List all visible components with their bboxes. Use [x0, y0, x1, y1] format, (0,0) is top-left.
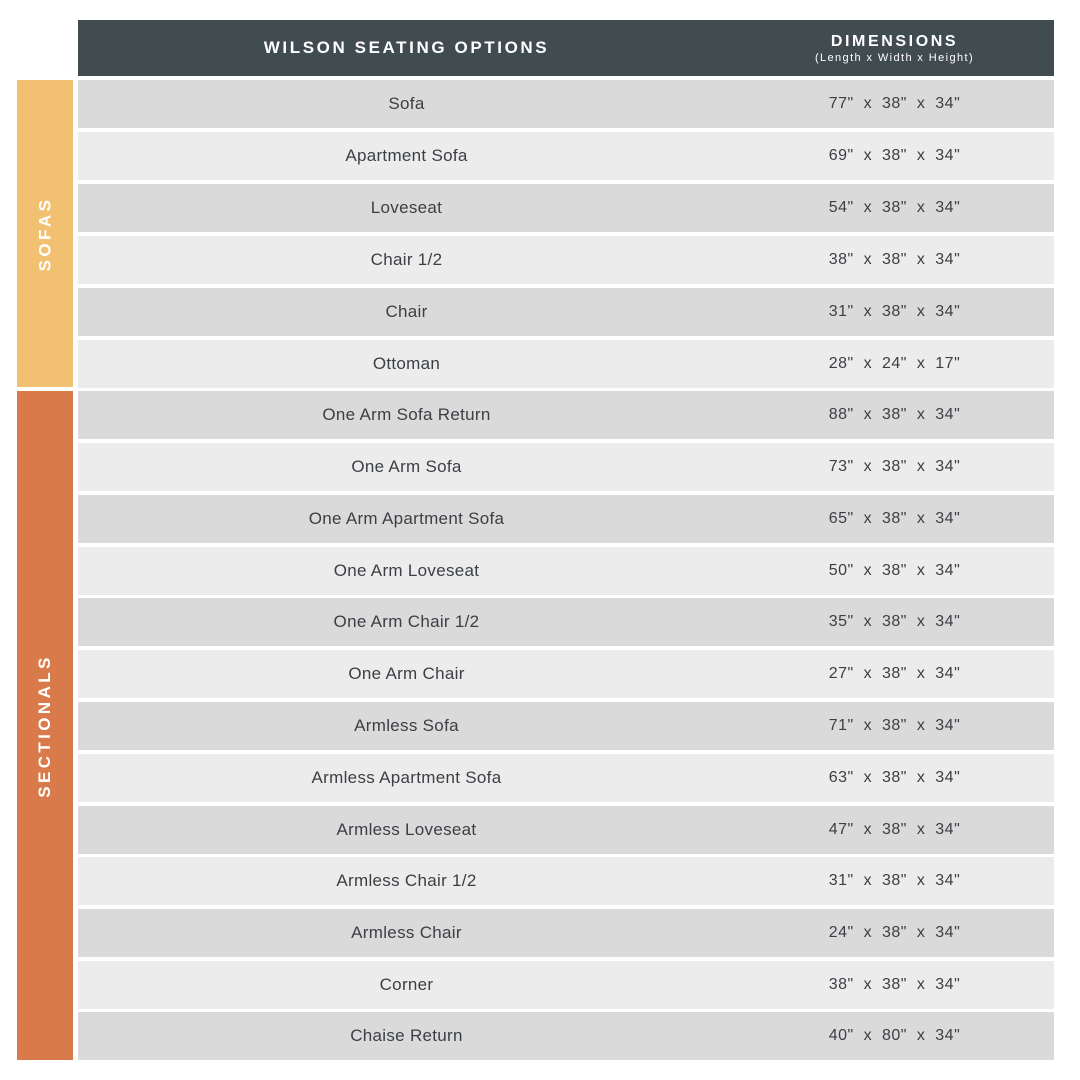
dimensions-title: DIMENSIONS [830, 32, 959, 50]
seating-dimensions: 63" x 38" x 34" [828, 769, 961, 786]
seating-name: Ottoman [372, 354, 441, 373]
seating-dimensions: 38" x 38" x 34" [828, 251, 961, 268]
seating-name: One Arm Chair [348, 664, 465, 683]
table-row [78, 443, 1054, 491]
seating-dimensions: 38" x 38" x 34" [828, 976, 961, 993]
table-row [78, 236, 1054, 284]
seating-name: Apartment Sofa [345, 146, 468, 165]
seating-name: Armless Apartment Sofa [311, 768, 502, 787]
table-row [78, 1012, 1054, 1060]
seating-name: One Arm Sofa Return [322, 405, 491, 424]
table-row [78, 184, 1054, 232]
seating-dimensions: 50" x 38" x 34" [828, 562, 961, 579]
seating-name: Chair 1/2 [370, 250, 443, 269]
seating-dimensions: 77" x 38" x 34" [828, 95, 961, 112]
seating-name: Chair [385, 302, 428, 321]
table-row [78, 650, 1054, 698]
table-row [78, 340, 1054, 388]
table-row [78, 598, 1054, 646]
group-label-sofas-text: SOFAS [35, 196, 54, 271]
seating-name: One Arm Apartment Sofa [308, 509, 505, 528]
seating-dimensions: 69" x 38" x 34" [828, 147, 961, 164]
table-row [78, 80, 1054, 128]
seating-name: Armless Sofa [354, 716, 459, 735]
seating-dimensions: 54" x 38" x 34" [828, 199, 961, 216]
table-row [78, 495, 1054, 543]
seating-dimensions: 31" x 38" x 34" [828, 303, 961, 320]
dimensions-subtitle: (Length x Width x Height) [814, 51, 975, 64]
table-row [78, 754, 1054, 802]
dimensions-heading [735, 20, 1054, 76]
seating-name: Corner [379, 975, 434, 994]
seating-dimensions: 35" x 38" x 34" [828, 613, 961, 630]
group-label-sectionals [17, 391, 73, 1060]
seating-name: One Arm Chair 1/2 [333, 612, 480, 631]
seating-dimensions: 24" x 38" x 34" [828, 924, 961, 941]
seating-name: One Arm Loveseat [333, 561, 480, 580]
seating-name: Armless Chair 1/2 [336, 871, 477, 890]
seating-dimensions: 73" x 38" x 34" [828, 458, 961, 475]
table-header [78, 20, 1054, 76]
table-row [78, 132, 1054, 180]
table-row [78, 857, 1054, 905]
seating-dimensions: 65" x 38" x 34" [828, 510, 961, 527]
table-row [78, 391, 1054, 439]
group-label-sofas [17, 80, 73, 387]
seating-name: Loveseat [370, 198, 443, 217]
seating-dimensions: 40" x 80" x 34" [828, 1027, 961, 1044]
table-row [78, 961, 1054, 1009]
seating-dimensions: 28" x 24" x 17" [828, 355, 961, 372]
seating-dimensions: 71" x 38" x 34" [828, 717, 961, 734]
table-row [78, 909, 1054, 957]
table-row [78, 288, 1054, 336]
seating-name: Sofa [388, 94, 425, 113]
group-label-sectionals-text: SECTIONALS [35, 653, 54, 798]
seating-name: Chaise Return [350, 1026, 463, 1045]
table-row [78, 547, 1054, 595]
table-row [78, 702, 1054, 750]
table-row [78, 806, 1054, 854]
seating-dimensions: 31" x 38" x 34" [828, 872, 961, 889]
seating-name: One Arm Sofa [351, 457, 462, 476]
seating-name: Armless Chair [351, 923, 462, 942]
seating-dimensions: 88" x 38" x 34" [828, 406, 961, 423]
seating-dimensions: 27" x 38" x 34" [828, 665, 961, 682]
seating-dimensions: 47" x 38" x 34" [828, 821, 961, 838]
seating-options-heading: WILSON SEATING OPTIONS [263, 38, 550, 57]
seating-name: Armless Loveseat [336, 820, 477, 839]
